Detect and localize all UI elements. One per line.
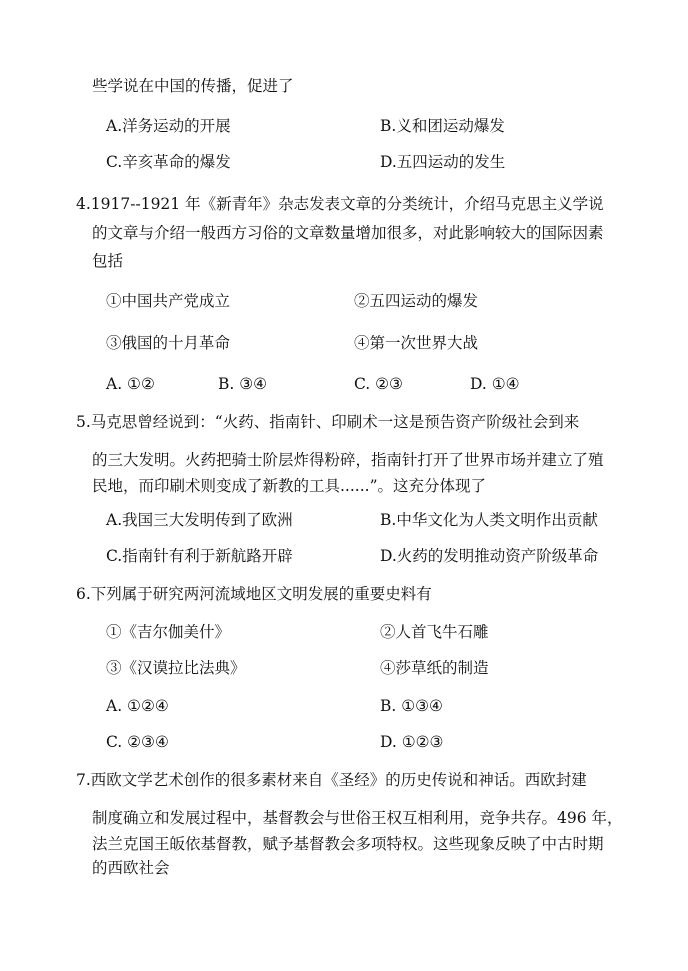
q4-stem-line-1: 4.1917--1921 年《新青年》杂志发表文章的分类统计，介绍马克思主义学说: [76, 195, 604, 213]
q7-stem-line-1: 7.西欧文学艺术创作的很多素材来自《圣经》的历史传说和神话。西欧封建: [76, 771, 587, 789]
q3-option-c: C.辛亥革命的爆发: [106, 153, 231, 171]
q3-stem-tail: 些学说在中国的传播，促进了: [92, 77, 294, 95]
q6-item-2: ②人首飞牛石雕: [380, 623, 489, 641]
q7-stem-line-3: 法兰克国王皈依基督教，赋予基督教会多项特权。这些现象反映了中古时期: [92, 835, 604, 853]
q3-option-d: D.五四运动的发生: [380, 153, 506, 171]
q5-option-c: C.指南针有利于新航路开辟: [106, 547, 293, 565]
q7-stem-line-2: 制度确立和发展过程中，基督教会与世俗王权互相利用，竞争共存。496 年，: [92, 809, 623, 827]
q6-option-b: B. ①③④: [380, 697, 443, 715]
q5-stem-line-2: 的三大发明。火药把骑士阶层炸得粉碎，指南针打开了世界市场并建立了殖: [92, 451, 604, 469]
q4-option-c: C. ②③: [354, 375, 403, 393]
q4-stem-line-2: 的文章与介绍一般西方习俗的文章数量增加很多，对此影响较大的国际因素: [92, 224, 604, 242]
q5-stem-line-3: 民地，而印刷术则变成了新教的工具......”。这充分体现了: [92, 477, 486, 495]
q3-option-b: B.义和团运动爆发: [380, 117, 505, 135]
q6-item-4: ④莎草纸的制造: [380, 659, 489, 677]
q5-option-a: A.我国三大发明传到了欧洲: [106, 511, 293, 529]
q4-option-a: A. ①②: [106, 375, 155, 393]
q7-stem-line-4: 的西欧社会: [92, 859, 170, 877]
q5-option-b: B.中华文化为人类文明作出贡献: [380, 511, 598, 529]
q6-item-3: ③《汉谟拉比法典》: [106, 659, 246, 677]
q4-item-3: ③俄国的十月革命: [106, 334, 231, 352]
q5-option-d: D.火药的发明推动资产阶级革命: [380, 547, 599, 565]
q6-option-d: D. ①②③: [380, 733, 444, 751]
q6-option-a: A. ①②④: [106, 697, 169, 715]
q6-item-1: ①《吉尔伽美什》: [106, 623, 231, 641]
q4-option-b: B. ③④: [218, 375, 268, 393]
q4-item-1: ①中国共产党成立: [106, 292, 231, 310]
q4-stem-line-3: 包括: [92, 252, 124, 270]
q4-item-4: ④第一次世界大战: [354, 334, 479, 352]
q5-stem-line-1: 5.马克思曾经说到：“火药、指南针、印刷术一这是预告资产阶级社会到来: [76, 413, 580, 431]
q4-item-2: ②五四运动的爆发: [354, 292, 479, 310]
q6-stem: 6.下列属于研究两河流域地区文明发展的重要史料有: [76, 585, 432, 603]
q3-option-a: A.洋务运动的开展: [106, 117, 231, 135]
q6-option-c: C. ②③④: [106, 733, 169, 751]
q4-option-d: D. ①④: [470, 375, 520, 393]
